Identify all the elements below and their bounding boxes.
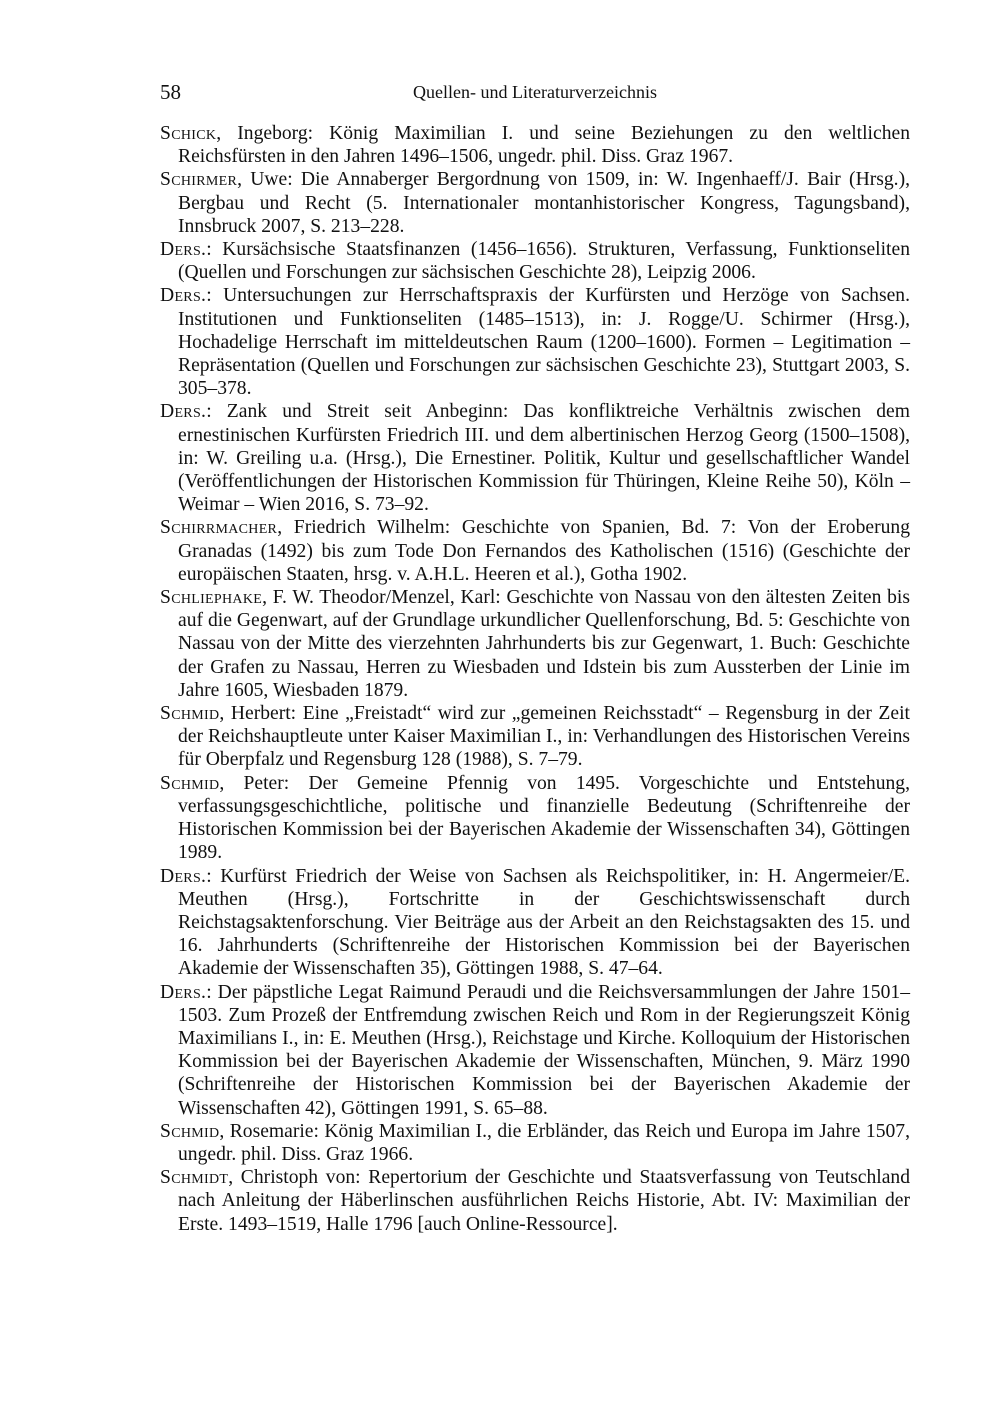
entry-author: Schmid [160,772,220,794]
bibliography-entry [160,400,910,516]
bibliography-entry [160,284,910,400]
entry-text: , Uwe: Die Annaberger Bergordnung von 1509, in: W. Ingenhaeff/J. Bair (Hrsg.), Bergbau und Recht (5. Internationaler montanhistorischer Kongress, Tagungsband), Innsbruck 2007, S. 213–228. [178,169,910,237]
entry-author: Ders. [160,981,207,1003]
entry-author: Ders. [160,239,207,261]
bibliography-entry [160,1166,910,1236]
bibliography-entry [160,122,910,168]
entry-text: : Zank und Streit seit Anbeginn: Das konfliktreiche Verhältnis zwischen dem ernestinischen Kurfürsten Friedrich III. und dem albertinischen Herzog Georg (1500–1508), in: W. Greiling u.a. (Hrsg.), Die Ernestiner. Politik, Kultur und gesellschaftlicher Wandel (Veröffentlichungen der Historischen Kommission für Thüringen, Kleine Reihe 50), Köln – Weimar – Wien 2016, S. 73–92. [178,401,910,516]
entry-text: , Rosemarie: König Maximilian I., die Erbländer, das Reich und Europa im Jahre 1507, ungedr. phil. Diss. Graz 1966. [178,1120,910,1165]
entry-text: , Christoph von: Repertorium der Geschichte und Staatsverfassung von Teutschland nach Anleitung der Häberlinschen ausführlichen Reichs Historie, Abt. IV: Maximilian der Erste. 1493–1519, Halle 1796 [auch Online-Ressource]. [178,1167,910,1235]
entry-author: Schick [160,123,217,144]
entry-author: Schmidt [160,1167,229,1189]
page-header [160,80,910,106]
bibliography-entry [160,516,910,586]
entry-author: Schliephake [160,587,263,609]
bibliography-entry [160,702,910,772]
entry-text: : Kurfürst Friedrich der Weise von Sachsen als Reichspolitiker, in: H. Angermeier/E. Meuthen (Hrsg.), Fortschritte in der Geschichtswissenschaft durch Reichstagsaktenforschung. Vier Beiträge aus der Arbeit an den Reichstagsakten des 15. und 16. Jahrhunderts (Schriftenreihe der Historischen Kommission bei der Bayerischen Akademie der Wissenschaften 35), Göttingen 1988, S. 47–64. [178,865,910,980]
bibliography-entry [160,865,910,981]
entry-author: Schmid [160,703,220,725]
entry-text: , Herbert: Eine „Freistadt“ wird zur „gemeinen Reichsstadt“ – Regensburg in der Zeit der Reichshauptleute unter Kaiser Maximilian I., in: Verhandlungen des Historischen Vereins für Oberpfalz und Regensburg 128 (1988), S. 7–79. [178,703,910,771]
entry-author: Ders. [160,865,207,887]
bibliography-entry [160,168,910,238]
running-title: Quellen- und Literaturverzeichnis [413,82,657,102]
bibliography-entry [160,772,910,865]
entry-author: Schirrmacher [160,517,278,539]
bibliography-entry [160,238,910,284]
bibliography-entry [160,1120,910,1166]
bibliography-entry [160,586,910,702]
bibliography-list [160,122,910,1236]
entry-author: Ders. [160,285,207,307]
entry-text: : Untersuchungen zur Herrschaftspraxis der Kurfürsten und Herzöge von Sachsen. Institutionen und Funktionseliten (1485–1513), in: J. Rogge/U. Schirmer (Hrsg.), Hochadelige Herrschaft im mitteldeutschen Raum (1200–1600). Formen – Legitimation – Repräsentation (Quellen und Forschungen zur sächsischen Geschichte 23), Stuttgart 2003, S. 305–378. [178,285,910,400]
entry-text: , Ingeborg: König Maximilian I. und seine Beziehungen zu den weltlichen Reichsfürsten in den Jahren 1496–1506, ungedr. phil. Diss. Graz 1967. [178,123,910,168]
entry-text: : Kursächsische Staatsfinanzen (1456–1656). Strukturen, Verfassung, Funktionseliten (Quellen und Forschungen zur sächsischen Geschichte 28), Leipzig 2006. [178,239,910,284]
entry-author: Schirmer [160,169,238,191]
entry-text: , Peter: Der Gemeine Pfennig von 1495. Vorgeschichte und Entstehung, verfassungsgeschichtliche, politische und finanzielle Bedeutung (Schriftenreihe der Historischen Kommission bei der Bayerischen Akademie der Wissenschaften 34), Göttingen 1989. [178,772,910,864]
entry-text: , F. W. Theodor/Menzel, Karl: Geschichte von Nassau von den ältesten Zeiten bis auf die Gegenwart, auf der Grundlage urkundlicher Quellenforschung, Bd. 5: Geschichte von Nassau von der Mitte des vierzehnten Jahrhunderts bis zur Gegenwart, 1. Buch: Geschichte der Grafen zu Nassau, Herren zu Wiesbaden und Idstein bis zum Aussterben der Linie im Jahre 1605, Wiesbaden 1879. [178,587,910,701]
bibliography-entry [160,981,910,1120]
page-number: 58 [160,80,181,104]
entry-text: : Der päpstliche Legat Raimund Peraudi und die Reichsversammlungen der Jahre 1501–1503. Zum Prozeß der Entfremdung zwischen Reich und Rom in der Regierungszeit König Maximilians I., in: E. Meuthen (Hrsg.), Reichstage und Kirche. Kolloquium der Historischen Kommission bei der Bayerischen Akademie der Wissenschaften, München, 9. März 1990 (Schriftenreihe der Historischen Kommission bei der Bayerischen Akademie der Wissenschaften 42), Göttingen 1991, S. 65–88. [178,981,910,1119]
entry-author: Schmid [160,1120,220,1142]
entry-text: , Friedrich Wilhelm: Geschichte von Spanien, Bd. 7: Von der Eroberung Granadas (1492) bis zum Tode Don Fernandos des Katholischen (1516) (Geschichte der europäischen Staaten, hrsg. v. A.H.L. Heeren et al.), Gotha 1902. [178,517,910,585]
entry-author: Ders. [160,401,207,423]
